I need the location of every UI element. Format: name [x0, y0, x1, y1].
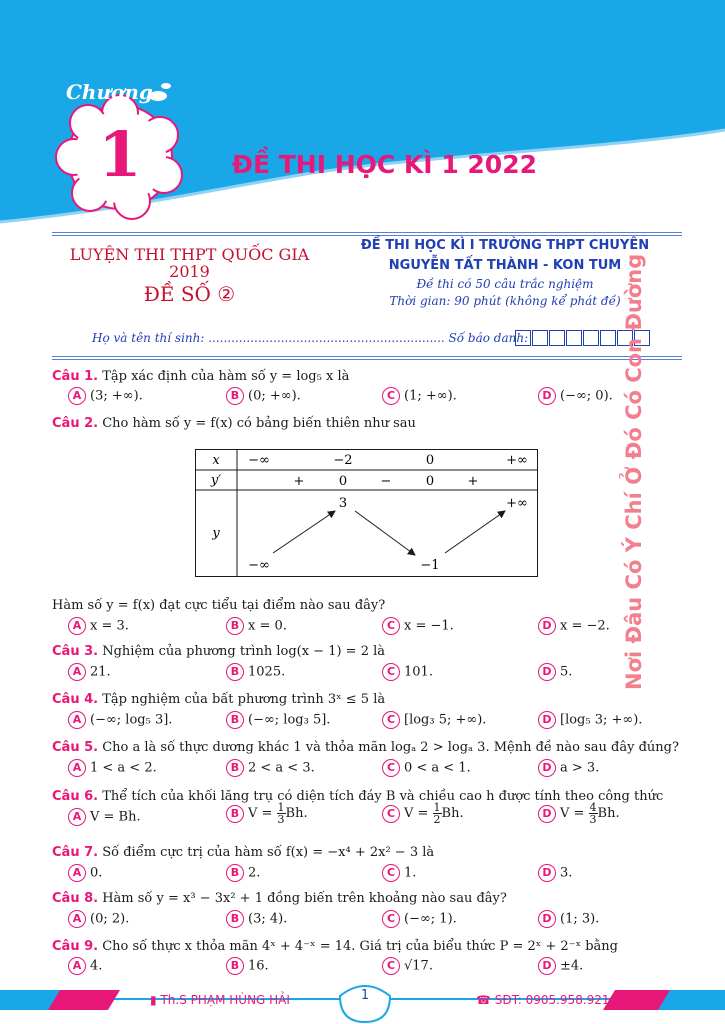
option-text: (−∞; 0). — [560, 388, 613, 404]
top-rule — [52, 232, 682, 233]
option-text: (−∞; 1). — [404, 911, 457, 927]
option-letter-icon: D — [538, 957, 556, 975]
answer-option[interactable] — [382, 957, 433, 975]
option-letter-icon: B — [226, 663, 244, 681]
option-letter-icon: D — [538, 663, 556, 681]
section-rule — [52, 356, 682, 357]
option-letter-icon: B — [226, 387, 244, 405]
option-text: V = Bh. — [90, 809, 141, 825]
decrease-arrow — [355, 511, 415, 555]
answer-option[interactable] — [226, 802, 308, 825]
option-letter-icon: A — [68, 663, 86, 681]
option-text: Bh. — [597, 806, 620, 821]
answer-option[interactable] — [382, 387, 457, 405]
question-count: Đề thi có 50 câu trắc nghiệm — [416, 277, 594, 291]
increase-arrow — [273, 511, 335, 553]
section-rule-2 — [52, 359, 682, 360]
answer-option[interactable] — [538, 387, 613, 405]
question-2-stem: Hàm số y = f(x) đạt cực tiểu tại điểm nào sau đây? — [52, 598, 386, 613]
answer-option[interactable] — [538, 910, 599, 928]
option-text: [log₃ 5; +∞). — [404, 712, 487, 728]
option-letter-icon: C — [382, 617, 400, 635]
option-text: 4. — [90, 958, 103, 974]
option-letter-icon: C — [382, 805, 400, 823]
option-text: (1; 3). — [560, 911, 600, 927]
answer-option[interactable] — [382, 759, 471, 777]
option-letter-icon: D — [538, 759, 556, 777]
option-text: (0; 2). — [90, 911, 130, 927]
option-text: 101. — [404, 664, 433, 680]
option-prefix: V = — [560, 806, 589, 821]
y-end-value: +∞ — [506, 496, 528, 511]
answer-option[interactable] — [538, 759, 599, 777]
variation-table — [195, 449, 538, 577]
option-letter-icon: D — [538, 910, 556, 928]
option-text: (0; +∞). — [248, 388, 301, 404]
answer-option[interactable] — [226, 387, 301, 405]
page-title: ĐỀ THI HỌC KÌ 1 2022 — [232, 150, 537, 179]
answer-option[interactable] — [226, 910, 287, 928]
sign-value: − — [380, 474, 392, 489]
option-prefix: V = — [404, 806, 433, 821]
y-min-value: −1 — [420, 558, 440, 573]
answer-option[interactable] — [68, 617, 129, 635]
answer-option[interactable] — [382, 711, 486, 729]
option-text: ±4. — [560, 958, 584, 974]
option-text: Bh. — [285, 806, 308, 821]
option-text: 1 < a < 2. — [90, 760, 157, 776]
increase-arrow — [445, 511, 505, 553]
fraction: $\frac{4}{3}$ — [589, 801, 597, 826]
question-9: Câu 9. Cho số thực x thỏa mãn 4ˣ + 4⁻ˣ = 14. Giá trị của biểu thức P = 2ˣ + 2⁻ˣ bằng — [52, 939, 618, 954]
option-letter-icon: A — [68, 957, 86, 975]
option-text: 2 < a < 3. — [248, 760, 315, 776]
candidate-line: Họ và tên thí sinh: .............................................................. Số báo danh: — [92, 331, 529, 345]
question-6: Câu 6. Thể tích của khối lăng trụ có diện tích đáy B và chiều cao h được tính theo công thức — [52, 789, 664, 804]
page-number: 1 — [360, 988, 370, 1003]
exam-series-block — [52, 246, 327, 308]
answer-option[interactable] — [538, 802, 620, 825]
option-text: x = 3. — [90, 618, 129, 634]
answer-option[interactable] — [226, 759, 315, 777]
answer-option[interactable] — [68, 711, 172, 729]
option-text: 0 < a < 1. — [404, 760, 471, 776]
x-value: −∞ — [248, 453, 270, 468]
yprime-row-label: y′ — [210, 473, 222, 488]
option-text: 1. — [404, 865, 417, 881]
sign-value: + — [467, 474, 479, 489]
option-text: Bh. — [441, 806, 464, 821]
option-text: x = −2. — [560, 618, 610, 634]
y-max-value: 3 — [338, 496, 348, 511]
footer-phone: ☎ SĐT: 0905.958.921 — [476, 993, 610, 1007]
option-letter-icon: B — [226, 711, 244, 729]
answer-option[interactable] — [68, 910, 129, 928]
time-limit: Thời gian: 90 phút (không kể phát đề) — [389, 294, 621, 308]
option-letter-icon: B — [226, 910, 244, 928]
option-letter-icon: C — [382, 711, 400, 729]
option-letter-icon: A — [68, 808, 86, 826]
question-4: Câu 4. Tập nghiệm của bất phương trình 3ˣ ≤ 5 là — [52, 692, 386, 707]
phone-icon: ☎ — [476, 993, 491, 1007]
option-letter-icon: A — [68, 759, 86, 777]
x-value: +∞ — [506, 453, 528, 468]
option-text: x = −1. — [404, 618, 454, 634]
option-letter-icon: A — [68, 711, 86, 729]
option-text: (3; +∞). — [90, 388, 143, 404]
answer-option[interactable] — [68, 663, 111, 681]
question-3: Câu 3. Nghiệm của phương trình log(x − 1) = 2 là — [52, 644, 386, 659]
option-letter-icon: C — [382, 910, 400, 928]
option-text: x = 0. — [248, 618, 287, 634]
option-text: (−∞; log₃ 5]. — [248, 712, 331, 728]
x-value: 0 — [425, 453, 435, 468]
option-letter-icon: C — [382, 864, 400, 882]
option-text: a > 3. — [560, 760, 600, 776]
answer-option[interactable] — [538, 617, 610, 635]
question-8: Câu 8. Hàm số y = x³ − 3x² + 1 đồng biến trên khoảng nào sau đây? — [52, 891, 507, 906]
option-text: 21. — [90, 664, 111, 680]
option-text: 1025. — [248, 664, 286, 680]
series-line: LUYỆN THI THPT QUỐC GIA — [69, 245, 310, 264]
fraction: $\frac{1}{3}$ — [277, 801, 285, 826]
option-text: 2. — [248, 865, 261, 881]
option-letter-icon: A — [68, 387, 86, 405]
option-letter-icon: B — [226, 805, 244, 823]
option-text: (1; +∞). — [404, 388, 457, 404]
answer-option[interactable] — [538, 957, 583, 975]
answer-option[interactable] — [68, 387, 143, 405]
option-letter-icon: B — [226, 864, 244, 882]
y-start-value: −∞ — [248, 558, 270, 573]
option-letter-icon: C — [382, 759, 400, 777]
answer-option[interactable] — [538, 663, 572, 681]
option-letter-icon: C — [382, 387, 400, 405]
option-text: 5. — [560, 664, 573, 680]
answer-option[interactable] — [538, 864, 572, 882]
answer-option[interactable] — [382, 663, 433, 681]
y-row-label: y — [212, 526, 220, 541]
option-text: 0. — [90, 865, 103, 881]
x-row-label: x — [212, 453, 220, 468]
exam-source-title: ĐỀ THI HỌC KÌ I TRƯỜNG THPT CHUYÊN NGUYỄN TẤT THÀNH - KON TUM — [360, 238, 650, 273]
sign-value: 0 — [338, 474, 348, 489]
option-letter-icon: D — [538, 711, 556, 729]
answer-option[interactable] — [226, 864, 260, 882]
answer-option[interactable] — [226, 957, 269, 975]
option-letter-icon: B — [226, 617, 244, 635]
question-2: Câu 2. Cho hàm số y = f(x) có bảng biến thiên như sau — [52, 416, 416, 431]
x-value: −2 — [333, 453, 353, 468]
option-text: (3; 4). — [248, 911, 288, 927]
answer-option[interactable] — [382, 910, 457, 928]
answer-option[interactable] — [68, 759, 157, 777]
sign-value: + — [293, 474, 305, 489]
answer-option[interactable] — [226, 711, 330, 729]
option-text: √17. — [404, 958, 433, 974]
option-text: 3. — [560, 865, 573, 881]
chapter-number: 1 — [98, 118, 142, 191]
question-1: Câu 1. Tập xác định của hàm số y = log₅ x là — [52, 369, 350, 384]
side-motto: Nơi Đâu Có Ý Chí Ở Đó Có Con Đường — [622, 253, 646, 690]
answer-option[interactable] — [382, 617, 454, 635]
answer-option[interactable] — [68, 808, 141, 826]
option-letter-icon: B — [226, 957, 244, 975]
answer-option[interactable] — [382, 864, 416, 882]
chapter-header — [0, 0, 725, 240]
chapter-word: Chương — [66, 80, 153, 104]
option-letter-icon: A — [68, 910, 86, 928]
option-letter-icon: B — [226, 759, 244, 777]
answer-option[interactable] — [68, 864, 102, 882]
answer-option[interactable] — [226, 663, 285, 681]
option-letter-icon: D — [538, 864, 556, 882]
option-letter-icon: A — [68, 617, 86, 635]
option-letter-icon: D — [538, 387, 556, 405]
option-letter-icon: D — [538, 805, 556, 823]
answer-option[interactable] — [382, 802, 464, 825]
option-letter-icon: D — [538, 617, 556, 635]
question-5: Câu 5. Cho a là số thực dương khác 1 và thỏa mãn logₐ 2 > logₐ 3. Mệnh đề nào sau đây đúng? — [52, 740, 679, 755]
sign-value: 0 — [425, 474, 435, 489]
option-prefix: V = — [248, 806, 277, 821]
answer-option[interactable] — [538, 711, 642, 729]
exam-number: ĐỀ SỐ ② — [143, 282, 236, 306]
fraction: $\frac{1}{2}$ — [433, 801, 441, 826]
option-text: 16. — [248, 958, 269, 974]
question-7: Câu 7. Số điểm cực trị của hàm số f(x) = −x⁴ + 2x² − 3 là — [52, 845, 435, 860]
document-icon: ▮ — [150, 993, 157, 1007]
option-letter-icon: A — [68, 864, 86, 882]
answer-option[interactable] — [68, 957, 102, 975]
series-year: 2019 — [169, 262, 210, 281]
option-text: (−∞; log₅ 3]. — [90, 712, 173, 728]
option-text: [log₅ 3; +∞). — [560, 712, 643, 728]
option-letter-icon: C — [382, 957, 400, 975]
footer-author: ▮ Th.S PHẠM HÙNG HẢI — [150, 993, 290, 1007]
option-letter-icon: C — [382, 663, 400, 681]
answer-option[interactable] — [226, 617, 287, 635]
